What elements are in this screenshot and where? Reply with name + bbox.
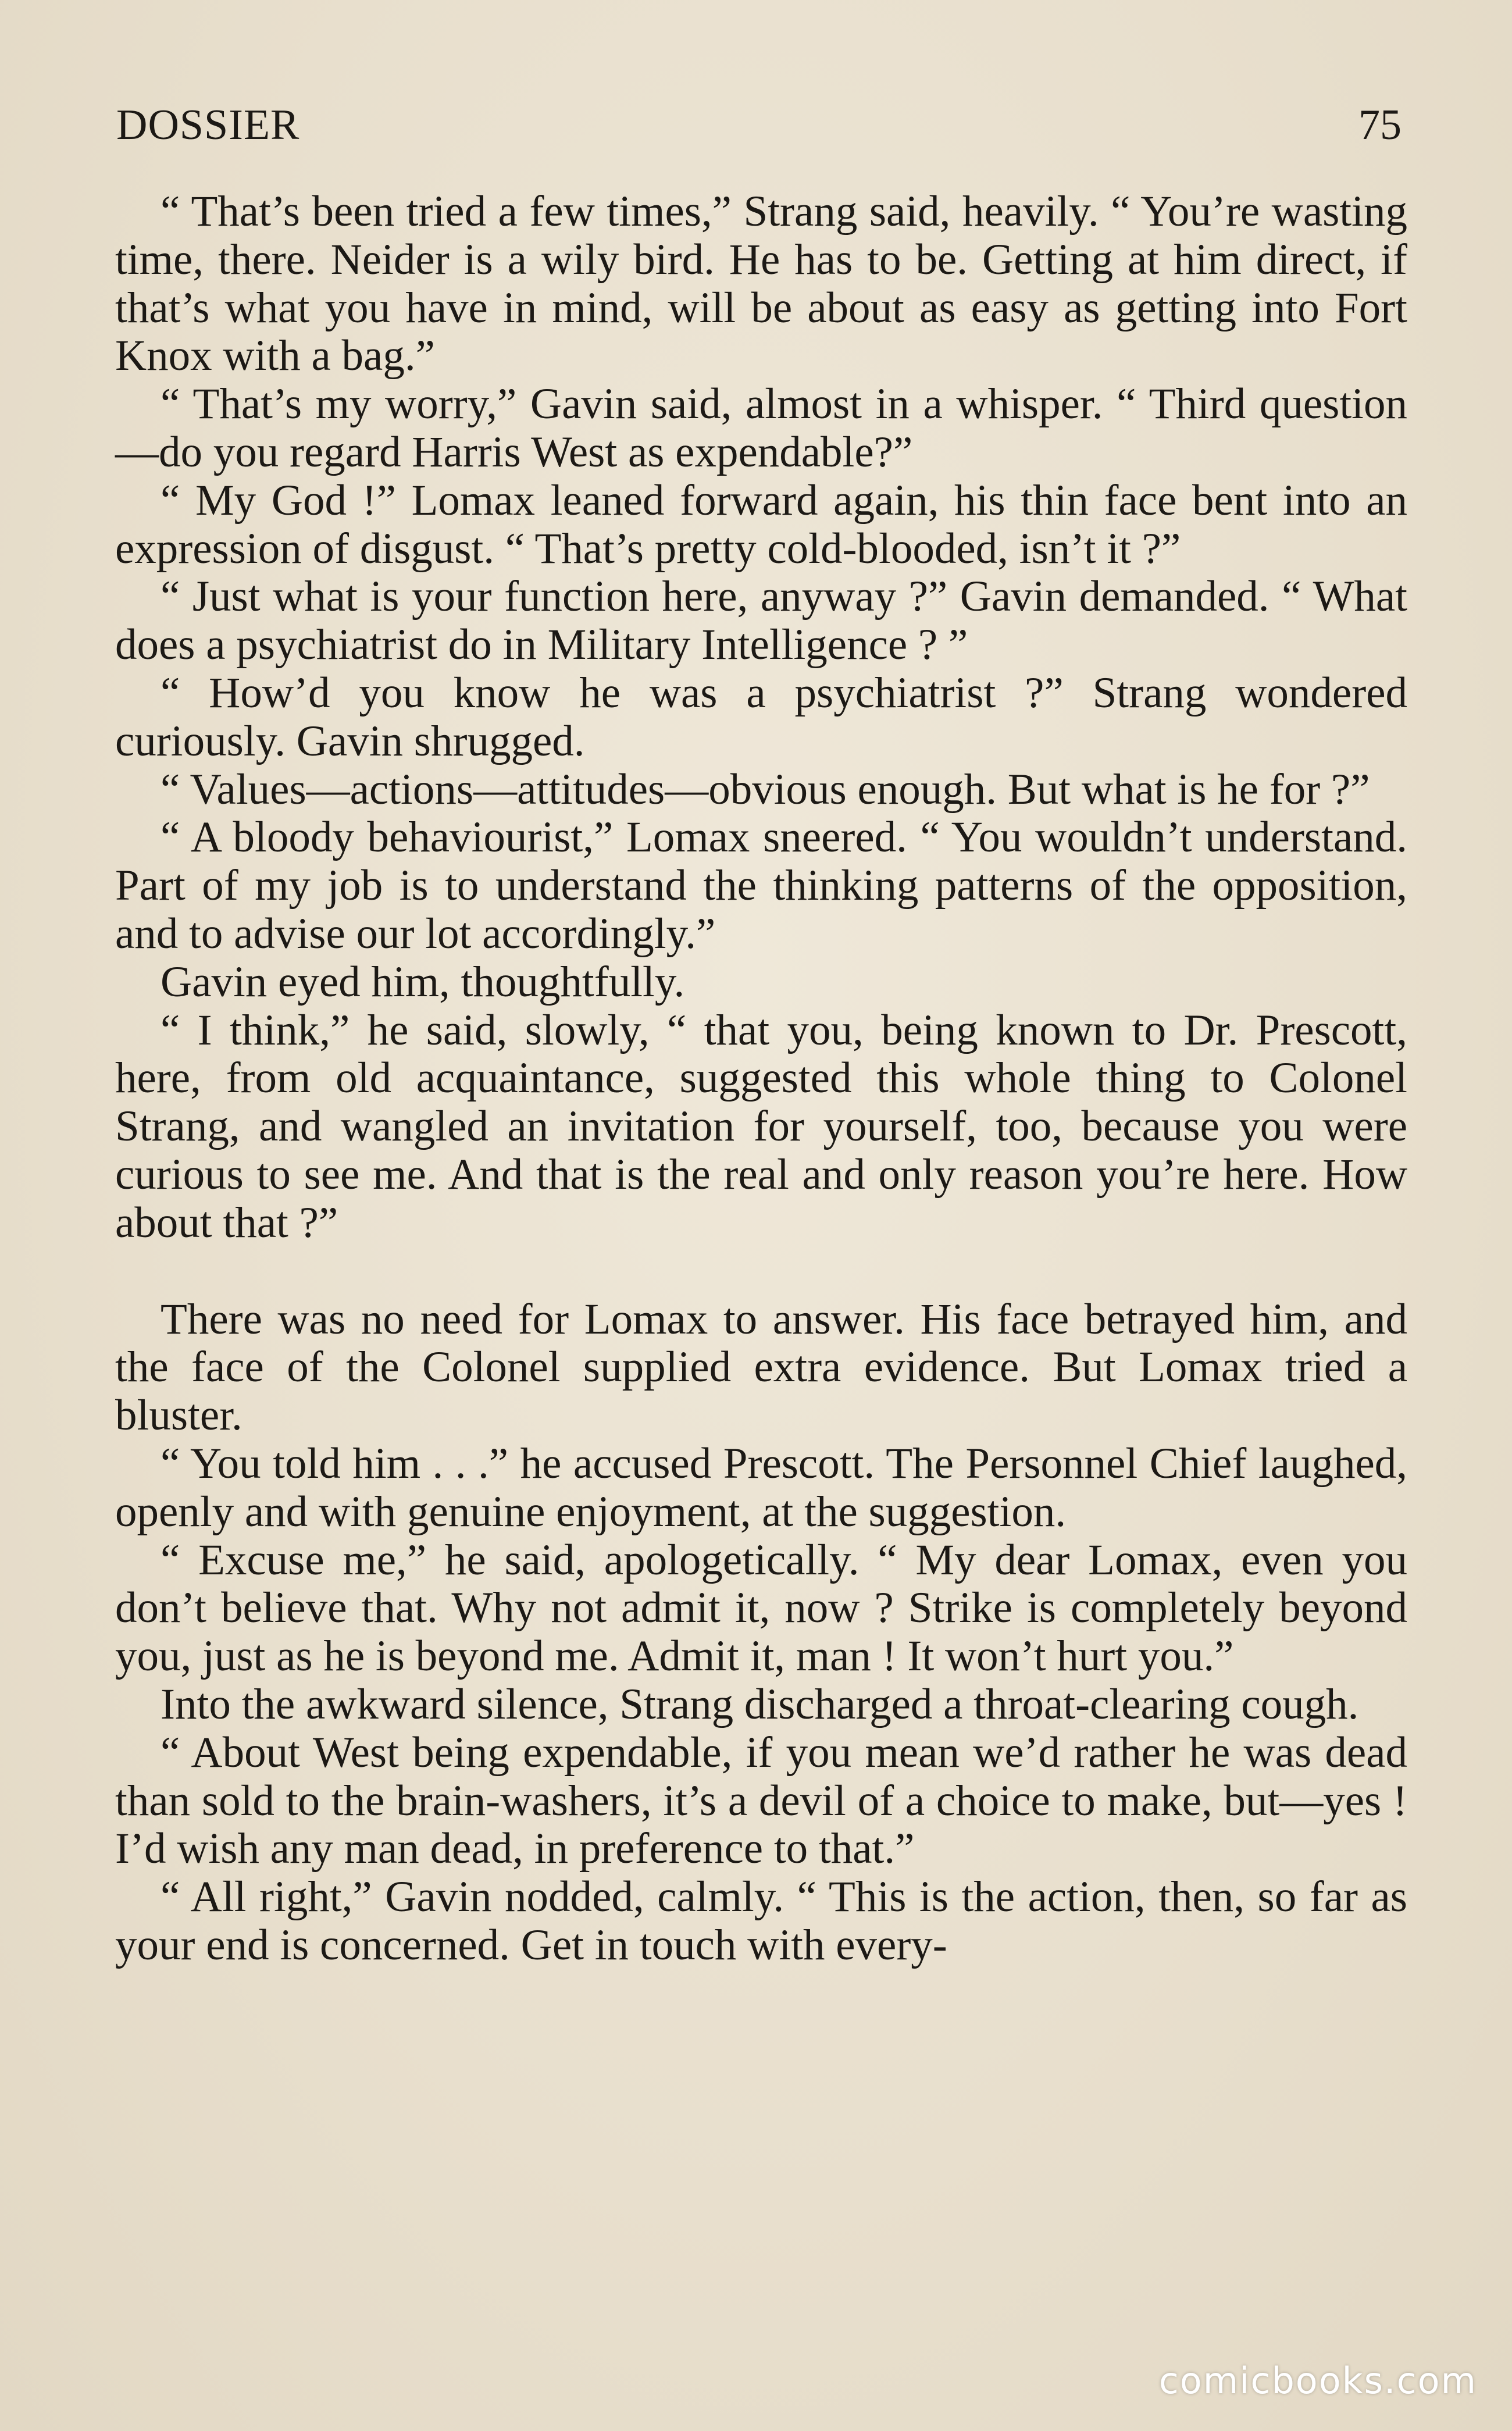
paragraph: “ You told him . . .” he accused Prescott. The Personnel Chief laughed, openly and with genuine enjoyment, at the suggestion. <box>115 1439 1407 1536</box>
paragraph: “ Excuse me,” he said, apologetically. “ My dear Lomax, even you don’t believe that. Why not admit it, now ? Strike is completely beyond you, just as he is beyond me. Admit it, man ! It won’t hurt you.” <box>115 1535 1407 1681</box>
page-body <box>115 188 1407 1970</box>
page-number: 75 <box>1358 101 1402 149</box>
paragraph: “ I think,” he said, slowly, “ that you, being known to Dr. Prescott, here, from old acquaintance, suggested this whole thing to Colonel Strang, and wangled an invitation for yourself, too, because you were curious to see me. And that is the real and only reason you’re here. How about that ?” <box>115 1006 1407 1247</box>
paragraph: “ A bloody behaviourist,” Lomax sneered. “ You wouldn’t understand. Part of my job is to understand the thinking patterns of the opposition, and to advise our lot accordingly.” <box>115 813 1407 958</box>
paragraph: Gavin eyed him, thoughtfully. <box>161 957 685 1006</box>
paragraph: There was no need for Lomax to answer. His face betrayed him, and the face of the Colonel supplied extra evidence. But Lomax tried a bluster. <box>115 1295 1407 1440</box>
running-title: DOSSIER <box>116 101 300 149</box>
paragraph: “ That’s my worry,” Gavin said, almost in a whisper. “ Third question—do you regard Harris West as expendable?” <box>115 380 1407 476</box>
paragraph: “ All right,” Gavin nodded, calmly. “ This is the action, then, so far as your end is concerned. Get in touch with every- <box>115 1873 1407 1969</box>
source-watermark: comicbooks.com <box>1158 2359 1477 2402</box>
paragraph: “ That’s been tried a few times,” Strang said, heavily. “ You’re wasting time, there. Neider is a wily bird. He has to be. Getting at him direct, if that’s what you have in mind, will be about as easy as getting into Fort Knox with a bag.” <box>115 187 1407 380</box>
paragraph: “ Values—actions—attitudes—obvious enough. But what is he for ?” <box>161 765 1370 814</box>
paragraph: “ About West being expendable, if you mean we’d rather he was dead than sold to the brain-washers, it’s a devil of a choice to make, but—yes ! I’d wish any man dead, in preference to that.” <box>115 1728 1407 1873</box>
running-header <box>116 96 1402 154</box>
paragraph: Into the awkward silence, Strang discharged a throat-clearing cough. <box>161 1680 1359 1728</box>
paragraph: “ How’d you know he was a psychiatrist ?” Strang wondered curiously. Gavin shrugged. <box>115 668 1407 765</box>
paragraph: “ Just what is your function here, anyway ?” Gavin demanded. “ What does a psychiatrist do in Military Intelligence ? ” <box>115 572 1407 669</box>
paragraph: “ My God !” Lomax leaned forward again, his thin face bent into an expression of disgust. “ That’s pretty cold-blooded, isn’t it ?” <box>115 476 1407 573</box>
